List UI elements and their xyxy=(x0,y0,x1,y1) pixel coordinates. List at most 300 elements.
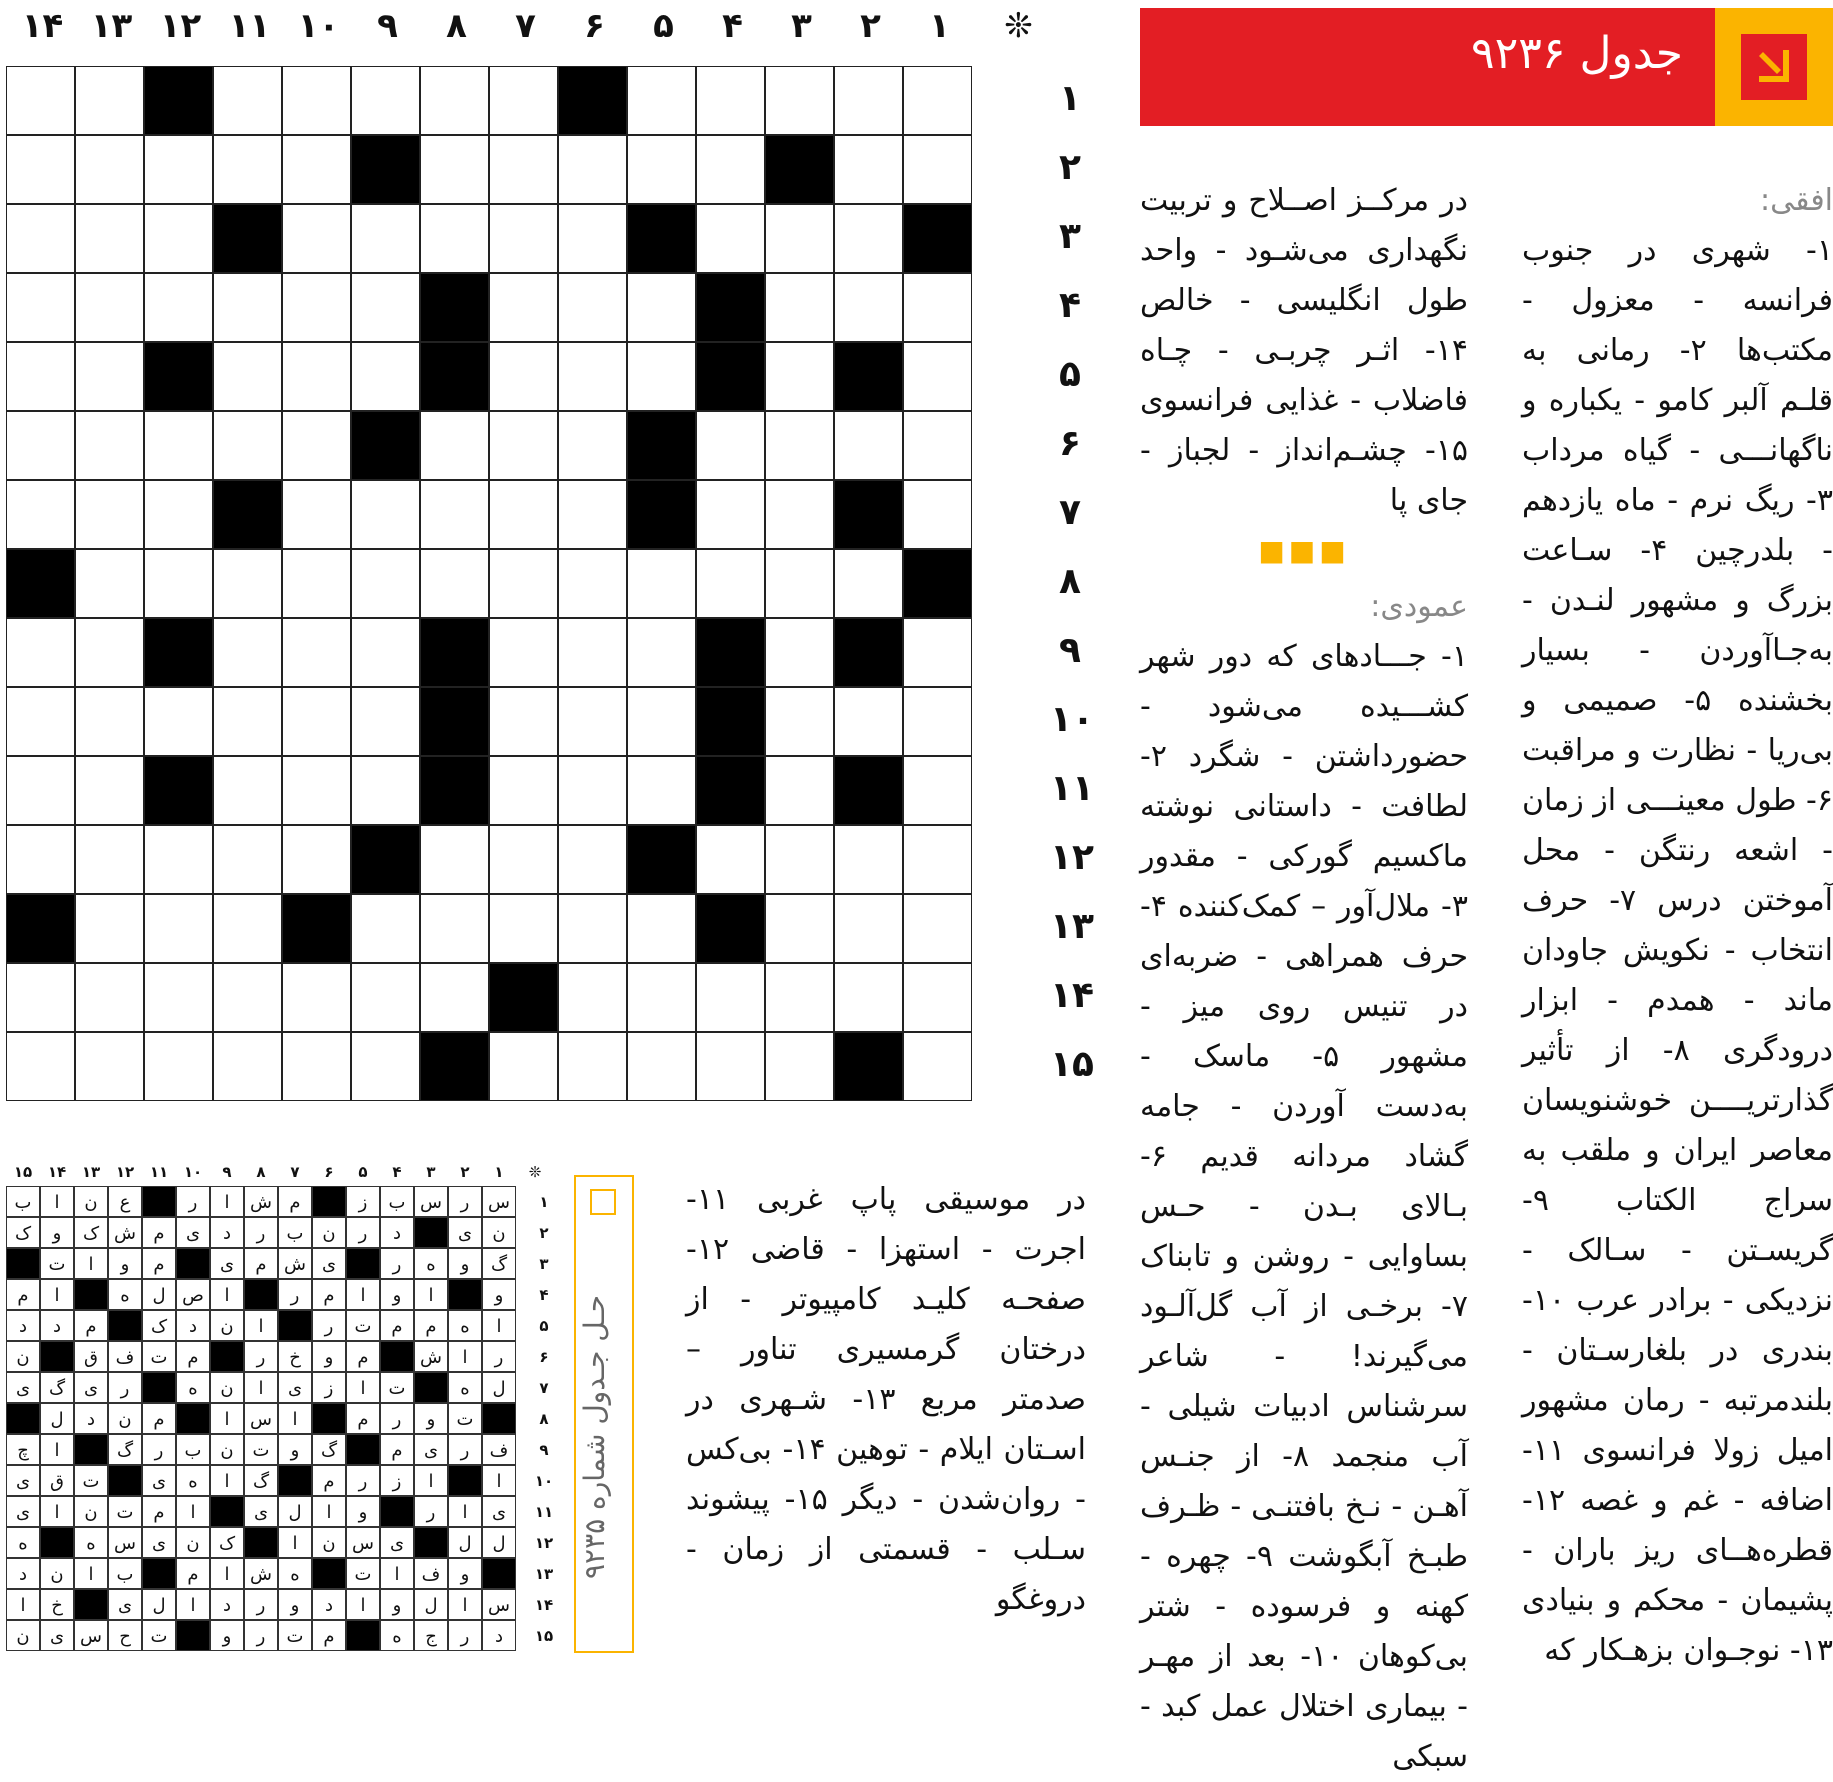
row-number: ۲ xyxy=(1059,147,1081,188)
grid-cell[interactable] xyxy=(351,342,420,411)
grid-cell[interactable] xyxy=(282,825,351,894)
solution-cell: ا xyxy=(380,1558,414,1589)
solution-row-number: ۱۴ xyxy=(534,1596,554,1614)
solution-row-number: ۹ xyxy=(539,1441,549,1459)
solution-cell: ل xyxy=(414,1589,448,1620)
solution-cell: ک xyxy=(142,1310,176,1341)
solution-block-cell xyxy=(176,1620,210,1651)
solution-cell: ه xyxy=(380,1620,414,1651)
grid-cell[interactable] xyxy=(6,204,75,273)
grid-cell[interactable] xyxy=(213,687,282,756)
grid-cell[interactable] xyxy=(903,894,972,963)
grid-cell[interactable] xyxy=(420,963,489,1032)
grid-cell[interactable] xyxy=(282,1032,351,1101)
grid-cell[interactable] xyxy=(6,687,75,756)
solution-row-number: ۱۰ xyxy=(534,1472,554,1490)
solution-block-cell xyxy=(142,1372,176,1403)
solution-cell: ز xyxy=(380,1465,414,1496)
grid-cell[interactable] xyxy=(420,894,489,963)
grid-cell[interactable] xyxy=(558,549,627,618)
solution-block-cell xyxy=(346,1248,380,1279)
grid-cell[interactable] xyxy=(696,204,765,273)
solution-column-number: ۸ xyxy=(256,1163,266,1181)
grid-cell[interactable] xyxy=(558,894,627,963)
corner-mark: ❊ xyxy=(1004,6,1033,46)
grid-cell[interactable] xyxy=(696,825,765,894)
grid-cell[interactable] xyxy=(627,66,696,135)
grid-cell[interactable] xyxy=(351,1032,420,1101)
grid-cell[interactable] xyxy=(765,204,834,273)
grid-cell[interactable] xyxy=(144,273,213,342)
solution-cell: و xyxy=(380,1589,414,1620)
block-cell xyxy=(696,342,765,411)
grid-cell[interactable] xyxy=(834,273,903,342)
grid-cell[interactable] xyxy=(696,480,765,549)
grid-cell[interactable] xyxy=(903,66,972,135)
solution-cell: ت xyxy=(244,1434,278,1465)
down-clues-cont: در موسیقی پاپ غربی ۱۱- اجرت - استهزا - قاضی ۱۲- صفحـه کلیـد کامپیوتر - از درختان گرمسیری تناور – صدمتر مربع ۱۳- شـهری در اسـتان ایلام - توهین ۱۴- بی‌کس - روان‌شدن - دیگر ۱۵- پیشوند سـلب - قسمتی از زمان - دروغگو xyxy=(686,1182,1087,1617)
grid-cell[interactable] xyxy=(420,411,489,480)
row-number: ۱۴ xyxy=(1050,975,1094,1016)
solution-cell: ن xyxy=(312,1527,346,1558)
grid-cell[interactable] xyxy=(765,618,834,687)
solution-cell: م xyxy=(142,1496,176,1527)
grid-cell[interactable] xyxy=(696,963,765,1032)
grid-cell[interactable] xyxy=(420,204,489,273)
grid-cell[interactable] xyxy=(903,618,972,687)
solution-cell: و xyxy=(278,1589,312,1620)
grid-cell[interactable] xyxy=(144,825,213,894)
solution-cell: د xyxy=(380,1217,414,1248)
grid-cell[interactable] xyxy=(75,825,144,894)
grid-cell[interactable] xyxy=(6,411,75,480)
solution-cell: ت xyxy=(278,1620,312,1651)
row-number: ۱ xyxy=(1059,78,1081,119)
grid-cell[interactable] xyxy=(420,66,489,135)
grid-cell[interactable] xyxy=(282,549,351,618)
grid-cell[interactable] xyxy=(144,204,213,273)
solution-cell: ش xyxy=(244,1186,278,1217)
grid-cell[interactable] xyxy=(282,342,351,411)
grid-cell[interactable] xyxy=(765,687,834,756)
solution-cell: ل xyxy=(142,1279,176,1310)
solution-cell: ل xyxy=(482,1527,516,1558)
grid-cell[interactable] xyxy=(489,411,558,480)
solution-cell: ق xyxy=(40,1465,74,1496)
solution-cell: خ xyxy=(40,1589,74,1620)
block-cell xyxy=(351,825,420,894)
grid-cell[interactable] xyxy=(213,273,282,342)
block-cell xyxy=(834,1032,903,1101)
solution-cell: ن xyxy=(210,1310,244,1341)
grid-cell[interactable] xyxy=(144,687,213,756)
grid-cell[interactable] xyxy=(213,411,282,480)
row-number: ۱۵ xyxy=(1050,1044,1094,1085)
grid-cell[interactable] xyxy=(282,687,351,756)
grid-cell[interactable] xyxy=(75,411,144,480)
block-cell xyxy=(834,480,903,549)
grid-cell[interactable] xyxy=(144,135,213,204)
grid-cell[interactable] xyxy=(903,273,972,342)
grid-cell[interactable] xyxy=(765,1032,834,1101)
solution-cell: ر xyxy=(108,1372,142,1403)
solution-cell: ه xyxy=(176,1372,210,1403)
grid-cell[interactable] xyxy=(489,549,558,618)
grid-cell[interactable] xyxy=(834,411,903,480)
grid-cell[interactable] xyxy=(696,66,765,135)
row-number: ۱۲ xyxy=(1050,837,1094,878)
solution-cell: و xyxy=(346,1496,380,1527)
grid-cell[interactable] xyxy=(903,1032,972,1101)
grid-cell[interactable] xyxy=(213,894,282,963)
solution-block-cell xyxy=(6,1403,40,1434)
solution-block-cell xyxy=(142,1186,176,1217)
grid-cell[interactable] xyxy=(489,66,558,135)
solution-cell: م xyxy=(142,1217,176,1248)
grid-cell[interactable] xyxy=(351,963,420,1032)
block-cell xyxy=(213,480,282,549)
grid-cell[interactable] xyxy=(213,963,282,1032)
solution-label: حـل جـدول شماره ۹۲۳۵ xyxy=(578,1294,611,1580)
block-cell xyxy=(420,618,489,687)
solution-column-number: ۹ xyxy=(222,1163,232,1181)
grid-cell[interactable] xyxy=(6,756,75,825)
row-number: ۴ xyxy=(1059,285,1081,326)
grid-cell[interactable] xyxy=(765,66,834,135)
grid-cell[interactable] xyxy=(213,825,282,894)
solution-column-number: ۴ xyxy=(392,1163,402,1181)
grid-cell[interactable] xyxy=(903,963,972,1032)
grid-cell[interactable] xyxy=(558,342,627,411)
solution-cell: د xyxy=(74,1403,108,1434)
grid-cell[interactable] xyxy=(834,894,903,963)
solution-block-cell xyxy=(74,1434,108,1465)
grid-cell[interactable] xyxy=(75,342,144,411)
solution-cell: ر xyxy=(448,1620,482,1651)
grid-cell[interactable] xyxy=(489,894,558,963)
grid-cell[interactable] xyxy=(765,342,834,411)
grid-cell[interactable] xyxy=(420,480,489,549)
solution-cell: م xyxy=(6,1279,40,1310)
grid-cell[interactable] xyxy=(75,963,144,1032)
grid-cell[interactable] xyxy=(627,894,696,963)
grid-cell[interactable] xyxy=(75,66,144,135)
solution-cell: ا xyxy=(210,1558,244,1589)
grid-cell[interactable] xyxy=(627,618,696,687)
solution-cell: ه xyxy=(448,1310,482,1341)
solution-cell: ی xyxy=(312,1248,346,1279)
grid-cell[interactable] xyxy=(765,825,834,894)
grid-cell[interactable] xyxy=(6,618,75,687)
grid-cell[interactable] xyxy=(213,756,282,825)
grid-cell[interactable] xyxy=(351,480,420,549)
grid-cell[interactable] xyxy=(765,963,834,1032)
solution-column-number: ۱۰ xyxy=(183,1163,203,1181)
down-title: عمودی: xyxy=(1370,589,1468,624)
grid-cell[interactable] xyxy=(558,618,627,687)
grid-cell[interactable] xyxy=(144,480,213,549)
column-number: ۵ xyxy=(653,6,674,46)
solution-row-number: ۱۱ xyxy=(534,1503,554,1521)
grid-cell[interactable] xyxy=(765,894,834,963)
solution-cell: ب xyxy=(6,1186,40,1217)
grid-cell[interactable] xyxy=(627,549,696,618)
grid-cell[interactable] xyxy=(903,342,972,411)
block-cell xyxy=(144,618,213,687)
grid-cell[interactable] xyxy=(627,963,696,1032)
solution-cell: ن xyxy=(210,1372,244,1403)
solution-cell: ر xyxy=(482,1341,516,1372)
solution-cell: س xyxy=(482,1186,516,1217)
solution-cell: ت xyxy=(448,1403,482,1434)
solution-cell: و xyxy=(278,1434,312,1465)
grid-cell[interactable] xyxy=(282,618,351,687)
grid-cell[interactable] xyxy=(558,411,627,480)
grid-cell[interactable] xyxy=(213,342,282,411)
solution-cell: ا xyxy=(414,1279,448,1310)
solution-cell: د xyxy=(6,1558,40,1589)
grid-cell[interactable] xyxy=(489,1032,558,1101)
solution-cell: ب xyxy=(278,1217,312,1248)
grid-cell[interactable] xyxy=(903,135,972,204)
row-number: ۶ xyxy=(1059,423,1081,464)
solution-cell: ی xyxy=(6,1496,40,1527)
grid-cell[interactable] xyxy=(834,687,903,756)
grid-cell[interactable] xyxy=(834,204,903,273)
solution-cell: ا xyxy=(6,1589,40,1620)
solution-cell: ر xyxy=(244,1217,278,1248)
solution-cell: چ xyxy=(6,1434,40,1465)
grid-cell[interactable] xyxy=(6,66,75,135)
solution-row-number: ۱۵ xyxy=(534,1627,554,1645)
grid-cell[interactable] xyxy=(696,411,765,480)
grid-cell[interactable] xyxy=(627,687,696,756)
grid-cell[interactable] xyxy=(213,618,282,687)
solution-cell: م xyxy=(176,1558,210,1589)
solution-cell: ن xyxy=(74,1496,108,1527)
grid-cell[interactable] xyxy=(627,342,696,411)
grid-cell[interactable] xyxy=(903,756,972,825)
grid-cell[interactable] xyxy=(75,273,144,342)
block-cell xyxy=(627,480,696,549)
grid-cell[interactable] xyxy=(351,549,420,618)
logo-icon-small xyxy=(590,1189,616,1215)
solution-cell: ا xyxy=(176,1496,210,1527)
across-title: افقی: xyxy=(1760,183,1833,218)
solution-cell: ا xyxy=(448,1589,482,1620)
grid-cell[interactable] xyxy=(351,894,420,963)
solution-cell: و xyxy=(40,1217,74,1248)
solution-cell: و xyxy=(448,1248,482,1279)
grid-cell[interactable] xyxy=(765,411,834,480)
solution-cell: س xyxy=(346,1527,380,1558)
block-cell xyxy=(144,756,213,825)
grid-cell[interactable] xyxy=(765,756,834,825)
grid-cell[interactable] xyxy=(558,135,627,204)
block-cell xyxy=(627,825,696,894)
grid-cell[interactable] xyxy=(351,66,420,135)
block-cell xyxy=(765,135,834,204)
grid-cell[interactable] xyxy=(144,1032,213,1101)
grid-cell[interactable] xyxy=(834,963,903,1032)
grid-cell[interactable] xyxy=(75,135,144,204)
grid-cell[interactable] xyxy=(282,204,351,273)
solution-cell: م xyxy=(142,1248,176,1279)
grid-cell[interactable] xyxy=(765,480,834,549)
grid-cell[interactable] xyxy=(627,756,696,825)
solution-cell: ی xyxy=(278,1372,312,1403)
grid-cell[interactable] xyxy=(489,756,558,825)
solution-cell: ز xyxy=(312,1372,346,1403)
row-number: ۷ xyxy=(1059,492,1081,533)
solution-cell: م xyxy=(380,1434,414,1465)
solution-cell: ا xyxy=(346,1279,380,1310)
grid-cell[interactable] xyxy=(489,480,558,549)
solution-block-cell xyxy=(108,1310,142,1341)
grid-cell[interactable] xyxy=(6,135,75,204)
grid-cell[interactable] xyxy=(765,549,834,618)
solution-column-number: ۱۴ xyxy=(47,1163,67,1181)
grid-cell[interactable] xyxy=(489,825,558,894)
grid-cell[interactable] xyxy=(834,825,903,894)
grid-cell[interactable] xyxy=(696,549,765,618)
solution-cell: د xyxy=(6,1310,40,1341)
solution-cell: ی xyxy=(142,1527,176,1558)
grid-cell[interactable] xyxy=(351,756,420,825)
grid-cell[interactable] xyxy=(75,480,144,549)
grid-cell[interactable] xyxy=(75,894,144,963)
grid-cell[interactable] xyxy=(558,687,627,756)
solution-cell: و xyxy=(380,1279,414,1310)
grid-cell[interactable] xyxy=(627,1032,696,1101)
solution-cell: ش xyxy=(278,1248,312,1279)
grid-cell[interactable] xyxy=(558,204,627,273)
grid-cell[interactable] xyxy=(489,687,558,756)
grid-cell[interactable] xyxy=(75,204,144,273)
solution-cell: ل xyxy=(142,1589,176,1620)
solution-cell: ف xyxy=(108,1341,142,1372)
grid-cell[interactable] xyxy=(558,1032,627,1101)
column-number: ۱۴ xyxy=(21,6,64,46)
grid-cell[interactable] xyxy=(282,273,351,342)
grid-cell[interactable] xyxy=(489,135,558,204)
solution-cell: ی xyxy=(176,1217,210,1248)
solution-block-cell xyxy=(142,1558,176,1589)
grid-cell[interactable] xyxy=(627,273,696,342)
grid-cell[interactable] xyxy=(282,135,351,204)
grid-cell[interactable] xyxy=(351,273,420,342)
grid-cell[interactable] xyxy=(282,66,351,135)
grid-cell[interactable] xyxy=(420,135,489,204)
grid-cell[interactable] xyxy=(282,756,351,825)
grid-cell[interactable] xyxy=(75,756,144,825)
solution-block-cell xyxy=(482,1558,516,1589)
grid-cell[interactable] xyxy=(351,687,420,756)
solution-cell: ا xyxy=(74,1558,108,1589)
grid-cell[interactable] xyxy=(489,618,558,687)
grid-cell[interactable] xyxy=(75,1032,144,1101)
grid-cell[interactable] xyxy=(903,480,972,549)
grid-cell[interactable] xyxy=(696,1032,765,1101)
grid-cell[interactable] xyxy=(489,204,558,273)
grid-cell[interactable] xyxy=(213,1032,282,1101)
grid-cell[interactable] xyxy=(351,618,420,687)
grid-cell[interactable] xyxy=(213,549,282,618)
grid-cell[interactable] xyxy=(558,273,627,342)
solution-cell: ا xyxy=(40,1434,74,1465)
grid-cell[interactable] xyxy=(489,342,558,411)
grid-cell[interactable] xyxy=(834,135,903,204)
grid-cell[interactable] xyxy=(420,549,489,618)
column-number: ۹ xyxy=(377,6,398,46)
grid-cell[interactable] xyxy=(6,480,75,549)
solution-column-number: ۱۳ xyxy=(81,1163,101,1181)
grid-cell[interactable] xyxy=(75,549,144,618)
grid-cell[interactable] xyxy=(75,618,144,687)
solution-cell: م xyxy=(142,1403,176,1434)
solution-cell: م xyxy=(74,1310,108,1341)
grid-cell[interactable] xyxy=(6,342,75,411)
grid-cell[interactable] xyxy=(351,204,420,273)
solution-cell: ن xyxy=(312,1217,346,1248)
solution-cell: ب xyxy=(380,1186,414,1217)
grid-cell[interactable] xyxy=(144,411,213,480)
grid-cell[interactable] xyxy=(282,480,351,549)
grid-cell[interactable] xyxy=(420,825,489,894)
grid-cell[interactable] xyxy=(6,963,75,1032)
solution-cell: ن xyxy=(40,1558,74,1589)
solution-cell: ص xyxy=(176,1279,210,1310)
grid-cell[interactable] xyxy=(282,411,351,480)
grid-cell[interactable] xyxy=(213,66,282,135)
solution-cell: ا xyxy=(414,1465,448,1496)
grid-cell[interactable] xyxy=(558,825,627,894)
grid-cell[interactable] xyxy=(558,480,627,549)
block-cell xyxy=(489,963,558,1032)
grid-cell[interactable] xyxy=(627,135,696,204)
solution-cell: ف xyxy=(482,1434,516,1465)
solution-cell: ا xyxy=(278,1527,312,1558)
solution-cell: ل xyxy=(448,1527,482,1558)
grid-cell[interactable] xyxy=(282,963,351,1032)
grid-cell[interactable] xyxy=(489,273,558,342)
grid-cell[interactable] xyxy=(903,687,972,756)
grid-cell[interactable] xyxy=(6,1032,75,1101)
grid-cell[interactable] xyxy=(903,411,972,480)
grid-cell[interactable] xyxy=(765,273,834,342)
grid-cell[interactable] xyxy=(144,549,213,618)
solution-column-number: ۳ xyxy=(426,1163,436,1181)
grid-cell[interactable] xyxy=(834,549,903,618)
grid-cell[interactable] xyxy=(213,135,282,204)
solution-block-cell xyxy=(278,1310,312,1341)
solution-block-cell xyxy=(244,1279,278,1310)
solution-block-cell xyxy=(482,1403,516,1434)
solution-cell: ن xyxy=(6,1341,40,1372)
grid-cell[interactable] xyxy=(696,135,765,204)
grid-cell[interactable] xyxy=(558,963,627,1032)
grid-cell[interactable] xyxy=(903,825,972,894)
solution-cell: س xyxy=(74,1620,108,1651)
grid-cell[interactable] xyxy=(144,894,213,963)
grid-cell[interactable] xyxy=(75,687,144,756)
grid-cell[interactable] xyxy=(558,756,627,825)
grid-cell[interactable] xyxy=(6,273,75,342)
grid-cell[interactable] xyxy=(6,825,75,894)
solution-cell: ت xyxy=(142,1620,176,1651)
grid-cell[interactable] xyxy=(834,66,903,135)
grid-cell[interactable] xyxy=(144,963,213,1032)
